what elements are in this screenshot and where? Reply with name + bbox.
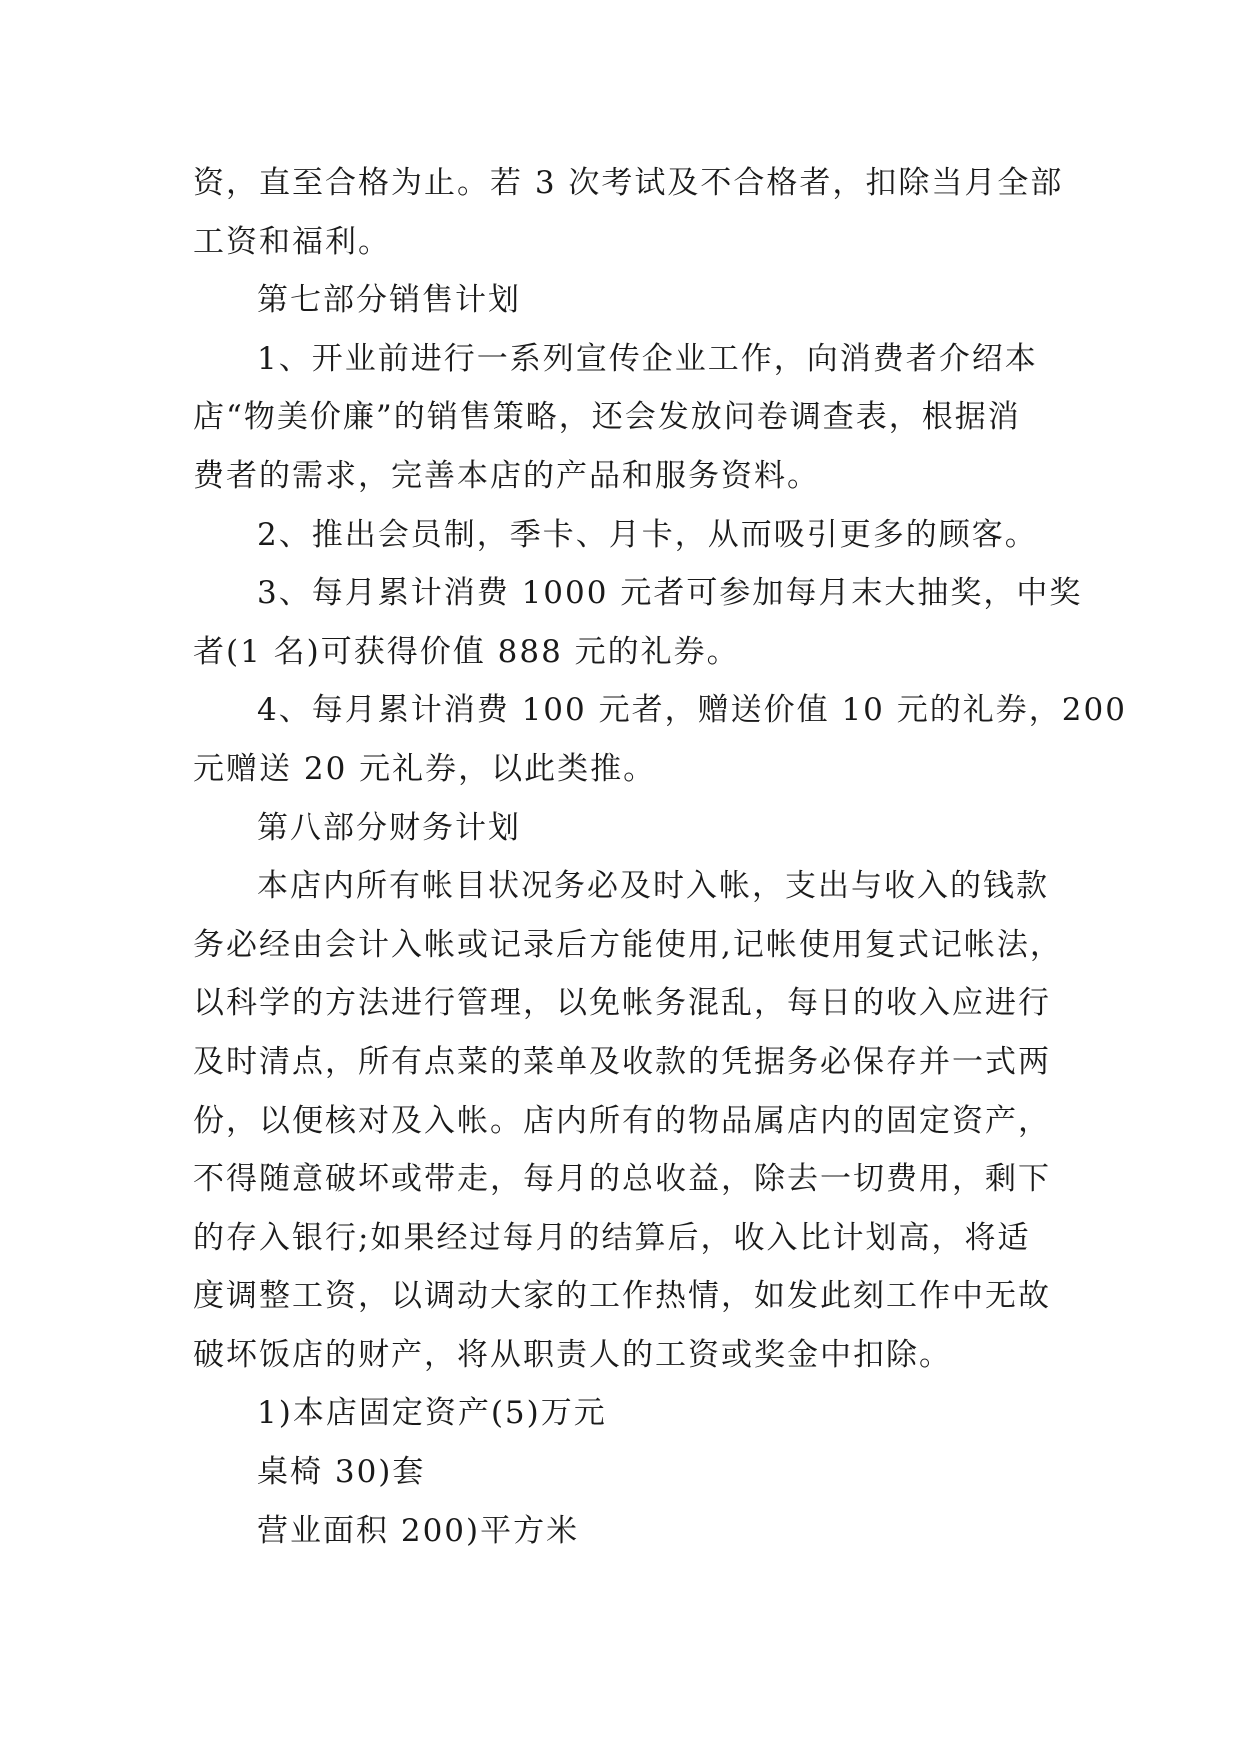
text-line: 店“物美价廉”的销售策略，还会发放问卷调查表，根据消	[193, 399, 1021, 436]
text-line: 营业面积 200)平方米	[257, 1512, 580, 1549]
text-line: 工资和福利。	[193, 223, 391, 260]
text-line: 及时清点，所有点菜的菜单及收款的凭据务必保存并一式两	[193, 1043, 1051, 1080]
text-line: 第七部分销售计划	[257, 282, 521, 319]
text-line: 1、开业前进行一系列宣传企业工作，向消费者介绍本	[257, 340, 1038, 377]
text-line: 度调整工资，以调动大家的工作热情，如发此刻工作中无故	[193, 1278, 1051, 1315]
text-line: 1)本店固定资产(5)万元	[257, 1395, 607, 1432]
text-line: 资，直至合格为止。若 3 次考试及不合格者，扣除当月全部	[193, 165, 1064, 201]
text-line: 2、推出会员制，季卡、月卡，从而吸引更多的顾客。	[257, 516, 1038, 553]
text-line: 元赠送 20 元礼券，以此类推。	[193, 750, 657, 787]
text-line: 破坏饭店的财产，将从职责人的工资或奖金中扣除。	[193, 1336, 952, 1373]
document-body	[193, 154, 1127, 1560]
text-line: 不得随意破坏或带走，每月的总收益，除去一切费用，剩下	[193, 1161, 1051, 1198]
text-line: 本店内所有帐目状况务必及时入帐，支出与收入的钱款	[257, 868, 1049, 905]
text-line: 者(1 名)可获得价值 888 元的礼券。	[193, 633, 740, 670]
text-line: 第八部分财务计划	[257, 809, 521, 846]
text-line: 以科学的方法进行管理，以免帐务混乱，每日的收入应进行	[193, 985, 1051, 1022]
text-line: 份，以便核对及入帐。店内所有的物品属店内的固定资产，	[193, 1102, 1051, 1139]
text-line: 3、每月累计消费 1000 元者可参加每月末大抽奖，中奖	[257, 575, 1083, 612]
text-line: 的存入银行;如果经过每月的结算后，收入比计划高，将适	[193, 1219, 1031, 1256]
text-line: 费者的需求，完善本店的产品和服务资料。	[193, 457, 820, 494]
text-line: 桌椅 30)套	[257, 1454, 426, 1491]
text-line: 务必经由会计入帐或记录后方能使用,记帐使用复式记帐法，	[193, 926, 1063, 963]
text-line: 4、每月累计消费 100 元者，赠送价值 10 元的礼券，200	[257, 692, 1127, 729]
